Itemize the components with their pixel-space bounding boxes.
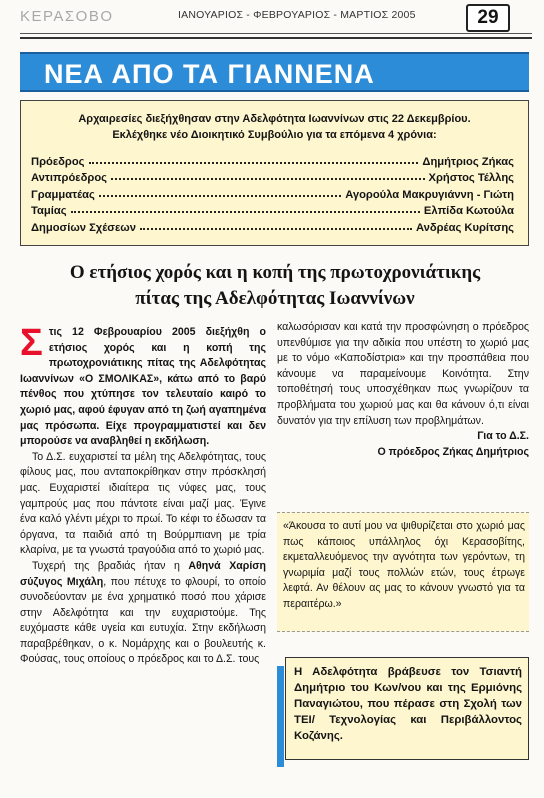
role-row	[31, 184, 514, 201]
article-paragraph-3-cont: καλωσόρισαν και κατά την προσφώνηση ο πρόεδρος υπενθύμισε για την αδικία που υπέστη το χωριό μας με το νόμο «Καποδίστρια» και την προσπάθεια που κάνουμε να παραμείνουμε Κοινότητα. Στην τοποθέτησή τους υποσχέθηκαν πως γνωρίζουν τα προβλήματα του χωριού μας και θα κάνουν ό,τι είναι δυνατόν για την επίλυση των προβλημάτων.	[277, 321, 529, 427]
election-intro	[21, 111, 528, 143]
article-lead	[20, 322, 266, 450]
role-title: Ταμίας	[31, 205, 67, 217]
page-header	[0, 0, 544, 42]
dot-leader	[71, 211, 420, 213]
para3-text-a: Τυχερή της βραδιάς ήταν η	[32, 559, 189, 572]
role-row	[31, 168, 514, 185]
role-name: Δημήτριος Ζήκας	[422, 155, 514, 168]
drop-cap: Σ	[20, 322, 43, 364]
role-name: Αγορούλα Μακρυγιάννη - Γιώτη	[345, 188, 514, 201]
role-row	[31, 217, 514, 234]
election-box	[20, 100, 529, 246]
role-title: Δημοσίων Σχέσεων	[31, 221, 136, 234]
election-intro-line2: Εκλέχθηκε νέο Διοικητικό Συμβούλιο για τα επόμενα 4 χρόνια:	[112, 129, 437, 141]
dot-leader	[89, 162, 419, 164]
dot-leader	[99, 195, 341, 197]
header-rule	[20, 33, 532, 34]
election-intro-line1: Αρχαιρεσίες διεξήχθησαν στην Αδελφότητα Ιωαννίνων στις 22 Δεκεμβρίου.	[78, 113, 471, 125]
article-headline	[40, 260, 510, 312]
article-paragraph-3	[20, 559, 266, 668]
lead-text: τις 12 Φεβρουαρίου 2005 διεξήχθη ο ετήσιος χορός και η κοπή της πρωτοχρονιάτικης πίτας της Αδελφότητας Ιωαννίνων «Ο ΣΜΟΛΙΚΑΣ», κάτω από το βαρύ πένθος που χτύπησε τον τελευταίο καιρό το χωριό μας, αφού έφυγαν από τη ζωή αγαπημένα μας πρόσωπα. Είχε προγραμματιστεί και δεν μπορούσε να αναβληθεί η εκδήλωση.	[20, 326, 266, 448]
role-name: Ελπίδα Κωτούλα	[423, 205, 514, 217]
header-rule-thick	[20, 37, 532, 39]
dot-leader	[140, 228, 412, 230]
role-row	[31, 151, 514, 168]
role-name: Ανδρέας Κυρίτσης	[415, 221, 514, 234]
role-row	[31, 201, 514, 218]
headline-line1: Ο ετήσιος χορός και η κοπή της πρωτοχρονιάτικης	[69, 262, 481, 283]
section-banner: ΝΕΑ ΑΠΟ ΤΑ ΓΙΑΝΝΕΝΑ	[20, 52, 529, 92]
article-paragraph-2: Το Δ.Σ. ευχαριστεί τα μέλη της Αδελφότητας, τους φίλους μας, που ανταποκρίθηκαν στην πρόσκλησή μας. Ευχαριστεί ιδιαίτερα τις νύφες μας, τους γαμπρούς μας που πάντοτε είναι μαζί μας. Έγινε ένα καλό γλέντι μέχρι το πρωί. Το κέφι το έδωσαν τα όργανα, τα παιδιά από τη Βούρμπιανη με τρία κλαρίνα, με τα γνωστά τραγούδια από το χωριό μας.	[20, 450, 266, 557]
para3-text-b: , που πέτυχε το φλουρί, το οποίο συνοδεύονταν με ένα χρηματικό ποσό που χάρισε στην Αδελφότητα και την ευχαριστούμε. Της ευχόμαστε κάθε υγεία και ευτυχία. Στην εκδήλωση παραβρέθηκαν, ο κ. Νομάρχης και ο βουλευτής κ. Φούσας, τους οποίους ο πρόεδρος και το Δ.Σ. τους	[20, 575, 266, 666]
article-column-right	[277, 320, 529, 460]
winner-name: Αθηνά Χαρίση σύζυγος Μιχάλη	[20, 559, 266, 588]
issue-dates: ΙΑΝΟΥΑΡΙΟΣ - ΦΕΒΡΟΥΑΡΙΟΣ - ΜΑΡΤΙΟΣ 2005	[178, 9, 416, 21]
signature-line1: Για το Δ.Σ.	[477, 430, 529, 443]
role-title: Πρόεδρος	[31, 155, 85, 168]
role-name: Χρήστος Τέλλης	[428, 172, 514, 184]
award-box: Η Αδελφότητα βράβευσε τον Τσιαντή Δημήτριο του Κων/νου και της Ερμιόνης Παναγιώτου, που πέρασε στη Σχολή των ΤΕΙ/ Τεχνολογίας και Περιβάλλοντος Κοζάνης.	[285, 657, 529, 760]
dot-leader	[111, 178, 425, 180]
quote-box: «Άκουσα το αυτί μου να ψιθυρίζεται στο χωριό μας πως κάποιος υπάλληλος όχι Κερασοβίτης, εκμεταλλευόμενος την αγνότητα των γερόντων, τη γνωριμία μαζί τους πολλών ετών, τους έτρωγε λεφτά. Αν θέλουν ας μας το κάνουν γνωστό για τα περαιτέρω.»	[277, 512, 529, 632]
signature-line2: Ο πρόεδρος Ζήκας Δημήτριος	[377, 445, 529, 458]
role-title: Αντιπρόεδρος	[31, 172, 107, 184]
article-column-left	[20, 322, 266, 668]
board-roles-list	[31, 151, 514, 234]
page-number: 29	[466, 4, 510, 32]
role-title: Γραμματέας	[31, 188, 95, 201]
masthead-title: ΚΕΡΑΣΟΒΟ	[20, 8, 114, 25]
headline-line2: πίτας της Αδελφότητας Ιωαννίνων	[135, 288, 415, 309]
